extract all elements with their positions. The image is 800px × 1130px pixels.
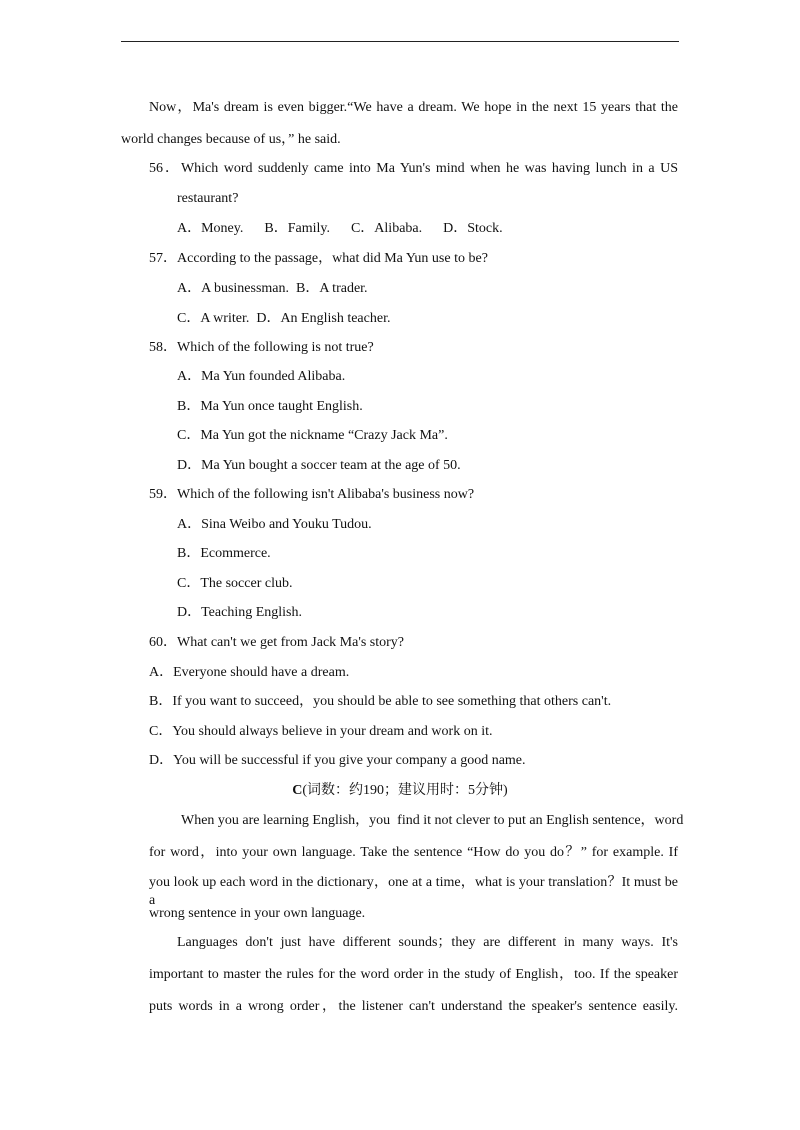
question-57-option-line: C．A writer. D．An English teacher.	[177, 311, 391, 326]
section-letter: C	[292, 783, 303, 798]
question-56-stem: 56．Which word suddenly came into Ma Yun's mind when he was having lunch in a US	[149, 161, 678, 176]
paragraph-line: Now，Ma's dream is even bigger.“We have a dream. We hope in the next 15 years that the	[149, 100, 678, 115]
paragraph-line: When you are learning English，you find it not clever to put an English sentence，word	[181, 813, 684, 828]
paragraph-line: Languages don't just have different sounds；they are different in many ways. It's	[177, 935, 678, 950]
question-58-stem: 58．Which of the following is not true?	[149, 340, 374, 355]
question-59-stem: 59．Which of the following isn't Alibaba's business now?	[149, 487, 475, 502]
section-heading	[121, 782, 679, 800]
question-57-option-line: A．A businessman. B．A trader.	[177, 281, 368, 296]
question-60-stem: 60．What can't we get from Jack Ma's story?	[149, 635, 405, 650]
question-56-stem-cont: restaurant?	[177, 191, 239, 206]
paragraph-line: for word，into your own language. Take the sentence “How do you do？” for example. If	[149, 845, 678, 860]
paragraph-line: important to master the rules for the word order in the study of English，too. If the speaker	[149, 967, 678, 982]
question-60-option-a: A．Everyone should have a dream.	[149, 665, 350, 680]
question-60-option-c: C．You should always believe in your dream and work on it.	[149, 724, 493, 739]
question-58-option-d: D．Ma Yun bought a soccer team at the age of 50.	[177, 458, 461, 473]
header-rule	[121, 41, 679, 42]
paragraph-line: wrong sentence in your own language.	[149, 906, 366, 921]
question-56-options: A．Money. B．Family. C．Alibaba. D．Stock.	[177, 221, 503, 236]
question-59-option-d: D．Teaching English.	[177, 605, 302, 620]
question-59-option-b: B．Ecommerce.	[177, 546, 271, 561]
question-58-option-a: A．Ma Yun founded Alibaba.	[177, 369, 346, 384]
question-60-option-d: D．You will be successful if you give your company a good name.	[149, 753, 526, 768]
question-58-option-b: B．Ma Yun once taught English.	[177, 399, 363, 414]
question-57-stem: 57．According to the passage，what did Ma Yun use to be?	[149, 251, 488, 266]
question-60-option-b: B．If you want to succeed，you should be able to see something that others can't.	[149, 694, 612, 709]
question-59-option-a: A．Sina Weibo and Youku Tudou.	[177, 517, 372, 532]
question-59-option-c: C．The soccer club.	[177, 576, 293, 591]
paragraph-line: puts words in a wrong order，the listener can't understand the speaker's sentence easily.	[149, 999, 678, 1014]
question-58-option-c: C．Ma Yun got the nickname “Crazy Jack Ma”.	[177, 428, 448, 443]
paragraph-line: world changes because of us，” he said.	[121, 132, 341, 147]
section-info: (词数：约190；建议用时：5分钟)	[302, 783, 508, 798]
paragraph-line: you look up each word in the dictionary，one at a time，what is your translation？It must be a	[149, 875, 678, 908]
